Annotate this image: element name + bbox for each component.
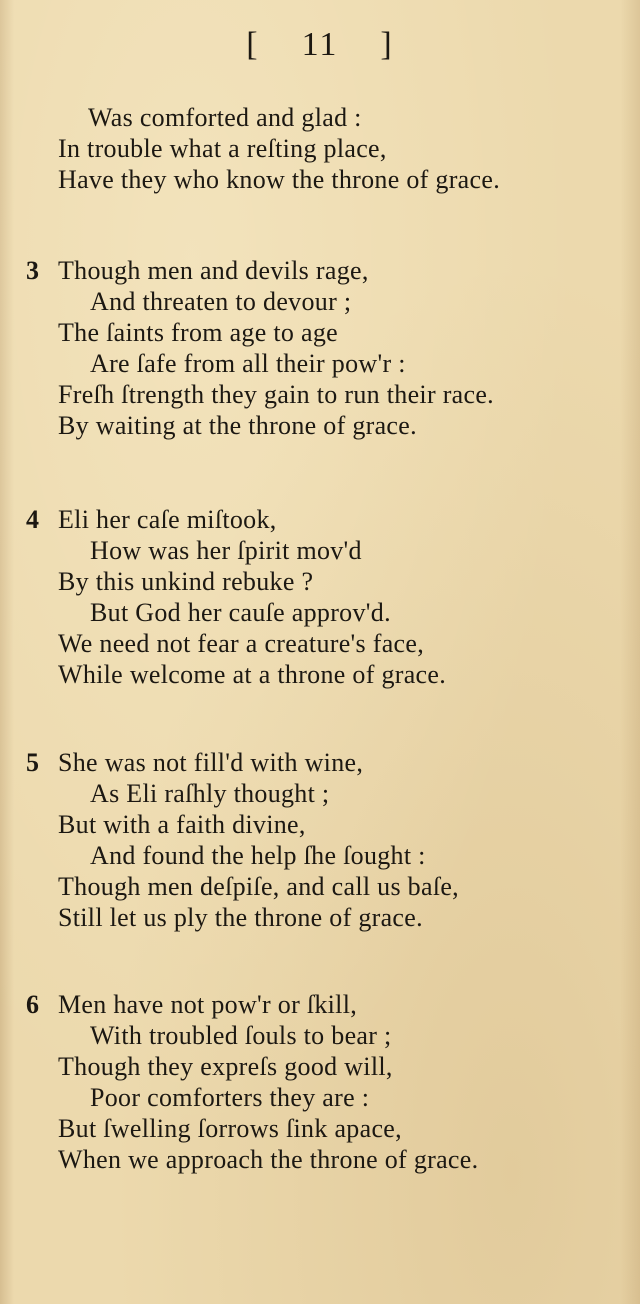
verse-line: The ſaints from age to age (58, 318, 338, 347)
verse-line: She was not fill'd with wine, (58, 748, 364, 777)
verse-line: But with a faith divine, (58, 810, 306, 839)
stanza-number: 5 (26, 748, 39, 777)
verse-line: Still let us ply the throne of grace. (58, 903, 423, 932)
verse-line: How was her ſpirit mov'd (90, 536, 362, 565)
verse-line: Eli her caſe miſtook, (58, 505, 277, 534)
verse-line: As Eli raſhly thought ; (90, 779, 330, 808)
verse-line: And threaten to devour ; (90, 287, 352, 316)
verse-line: While welcome at a throne of grace. (58, 660, 447, 689)
verse-line: By waiting at the throne of grace. (58, 411, 417, 440)
verse-line: In trouble what a reſting place, (58, 134, 387, 163)
page-number: [ 11 ] (246, 26, 394, 63)
verse-line: Men have not pow'r or ſkill, (58, 990, 358, 1019)
verse-line: Are ſafe from all their pow'r : (90, 349, 406, 378)
stanza-number: 4 (26, 505, 39, 534)
verse-line: But ſwelling ſorrows ſink apace, (58, 1114, 402, 1143)
verse-line: With troubled ſouls to bear ; (90, 1021, 392, 1050)
verse-line: Though men and devils rage, (58, 256, 369, 285)
stanza-number: 3 (26, 256, 39, 285)
verse-line: Poor comforters they are : (90, 1083, 370, 1112)
verse-line: Though men deſpiſe, and call us baſe, (58, 872, 459, 901)
verse-line: Have they who know the throne of grace. (58, 165, 500, 194)
verse-line: Freſh ſtrength they gain to run their race. (58, 380, 494, 409)
stanza-number: 6 (26, 990, 39, 1019)
verse-line: Though they expreſs good will, (58, 1052, 393, 1081)
verse-line: Was comforted and glad : (88, 103, 362, 132)
verse-line: By this unkind rebuke ? (58, 567, 314, 596)
verse-line: When we approach the throne of grace. (58, 1145, 479, 1174)
verse-line: But God her cauſe approv'd. (90, 598, 391, 627)
verse-line: And found the help ſhe ſought : (90, 841, 426, 870)
verse-line: We need not fear a creature's face, (58, 629, 425, 658)
